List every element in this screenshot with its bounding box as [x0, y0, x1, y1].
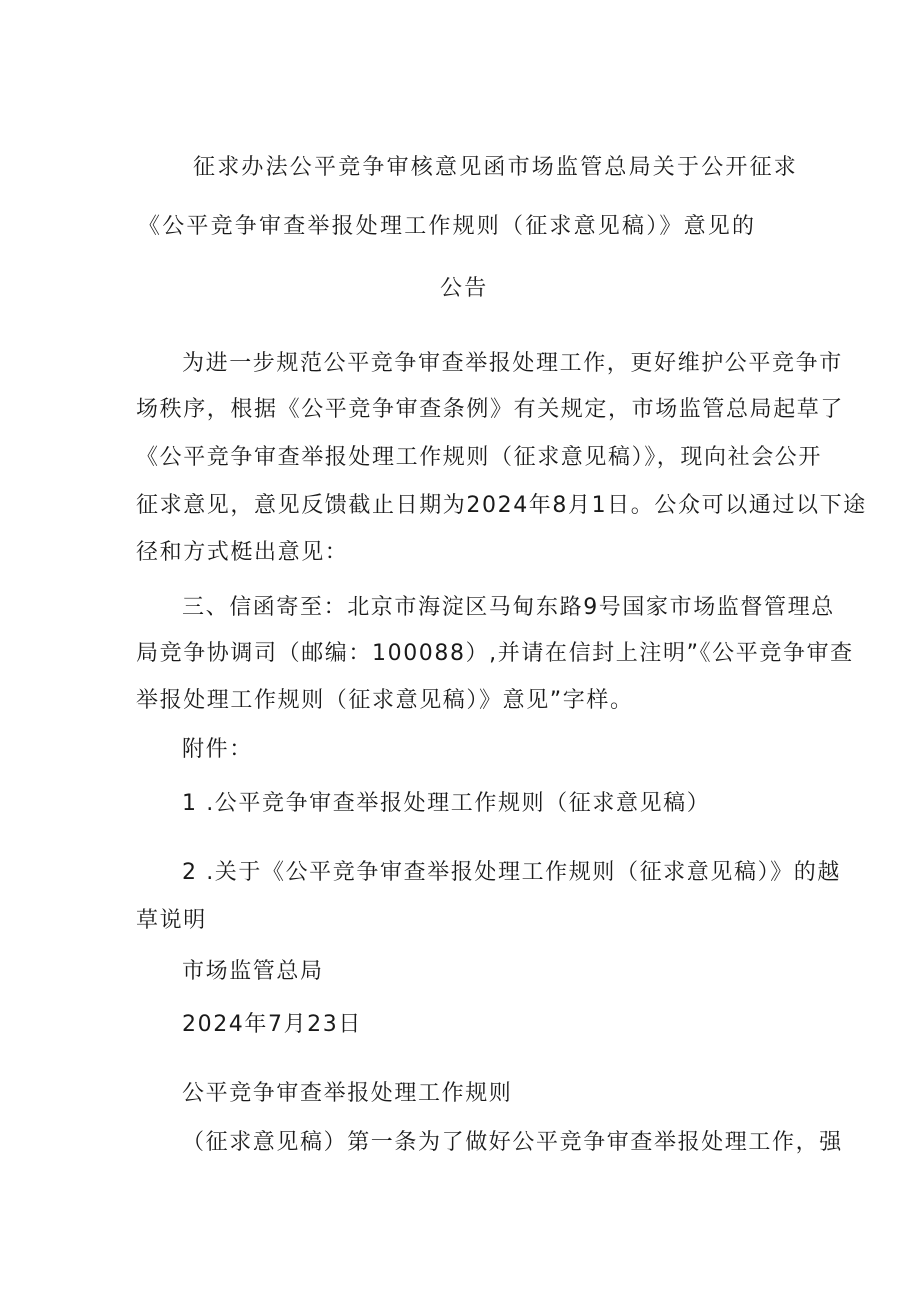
title-line-1: 征求办法公平竞争审核意见函市场监管总局关于公开征求 — [193, 155, 799, 180]
intro-line-2: 场秩序，根据《公平竞争审查条例》有关规定，市场监管总局起草了 — [136, 397, 845, 422]
attachment-2-line-1: 2 .关于《公平竞争审查举报处理工作规则（征求意见稿）》的越 — [182, 860, 841, 885]
intro-line-4: 征求意见，意见反馈截止日期为2024年8月1日。公众可以通过以下途 — [136, 493, 867, 518]
date: 2024年7月23日 — [182, 1012, 362, 1037]
attachment-1: 1 .公平竞争审查举报处理工作规则（征求意见稿） — [182, 791, 711, 816]
attachments-label: 附件： — [182, 737, 253, 762]
intro-line-3: 《公平竞争审查举报处理工作规则（征求意见稿）》，现向社会公开 — [136, 445, 823, 470]
attachment-2-line-2: 草说明 — [136, 908, 207, 933]
intro-line-5: 径和方式梃出意见： — [136, 540, 349, 565]
rules-first-line: （征求意见稿）第一条为了做好公平竞争审查举报处理工作，强 — [182, 1130, 843, 1155]
signature: 市场监管总局 — [182, 959, 324, 984]
title-line-2: 《公平竞争审查举报处理工作规则（征求意见稿）》意见的 — [138, 214, 757, 239]
title-line-3: 公告 — [440, 276, 489, 301]
item3-line-1: 三、信函寄至：北京市海淀区马甸东路9号国家市场监督管理总 — [182, 595, 835, 620]
rules-title: 公平竞争审查举报处理工作规则 — [182, 1081, 513, 1106]
item3-line-3: 举报处理工作规则（征求意见稿）》意见”字样。 — [136, 688, 634, 713]
item3-line-2: 局竞争协调司（邮编：100088）,并请在信封上注明”《公平竞争审查 — [136, 641, 854, 666]
intro-line-1: 为进一步规范公平竞争审查举报处理工作，更好维护公平竞争市 — [182, 351, 843, 376]
